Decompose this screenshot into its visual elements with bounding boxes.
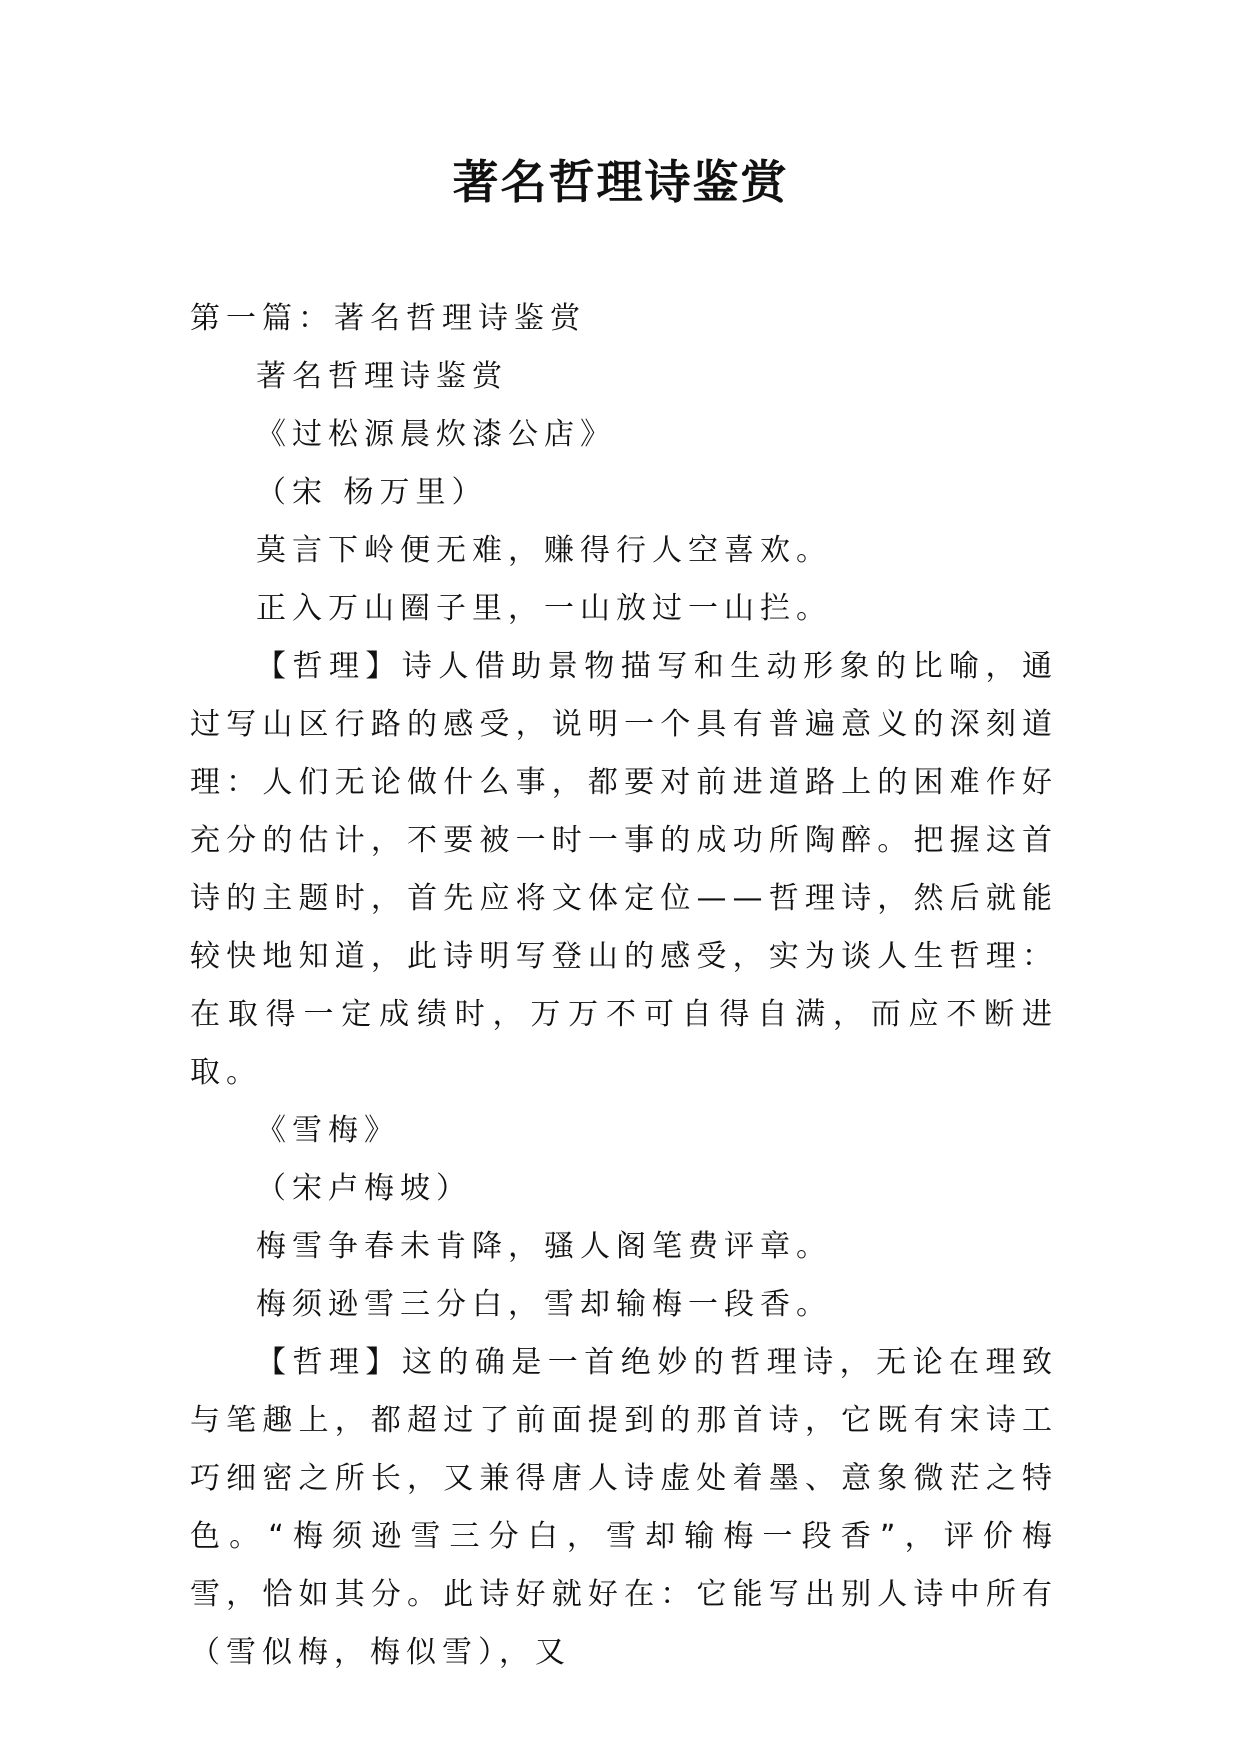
poem-line: 梅雪争春未肯降，骚人阁笔费评章。 [256, 1229, 832, 1264]
poem-line: 梅须逊雪三分白，雪却输梅一段香。 [256, 1287, 832, 1322]
section-heading: 第一篇：著名哲理诗鉴赏 [190, 301, 586, 336]
poem-line: 正入万山圈子里，一山放过一山拦。 [256, 591, 832, 626]
commentary-paragraph: 【哲理】这的确是一首绝妙的哲理诗，无论在理致与笔趣上，都超过了前面提到的那首诗，它既有宋诗工巧细密之所长，又兼得唐人诗虚处着墨、意象微茫之特色。“梅须逊雪三分白，雪却输梅一段香”，评价梅雪，恰如其分。此诗好就好在：它能写出别人诗中所有（雪似梅，梅似雪），又 [190, 1345, 1058, 1670]
poem-author: （宋 杨万里） [256, 475, 488, 510]
poem-title: 《过松源晨炊漆公店》 [256, 417, 616, 452]
document-body [190, 290, 1058, 1682]
subtitle: 著名哲理诗鉴赏 [256, 359, 508, 394]
poem-line: 莫言下岭便无难，赚得行人空喜欢。 [256, 533, 832, 568]
commentary-paragraph: 【哲理】诗人借助景物描写和生动形象的比喻，通过写山区行路的感受，说明一个具有普遍意义的深刻道理：人们无论做什么事，都要对前进道路上的困难作好充分的估计，不要被一时一事的成功所陶醉。把握这首诗的主题时，首先应将文体定位——哲理诗，然后就能较快地知道，此诗明写登山的感受，实为谈人生哲理：在取得一定成绩时，万万不可自得自满，而应不断进取。 [190, 649, 1058, 1090]
poem-author: （宋卢梅坡） [256, 1171, 472, 1206]
poem-title: 《雪梅》 [256, 1113, 400, 1148]
page-title: 著名哲理诗鉴赏 [452, 155, 789, 209]
